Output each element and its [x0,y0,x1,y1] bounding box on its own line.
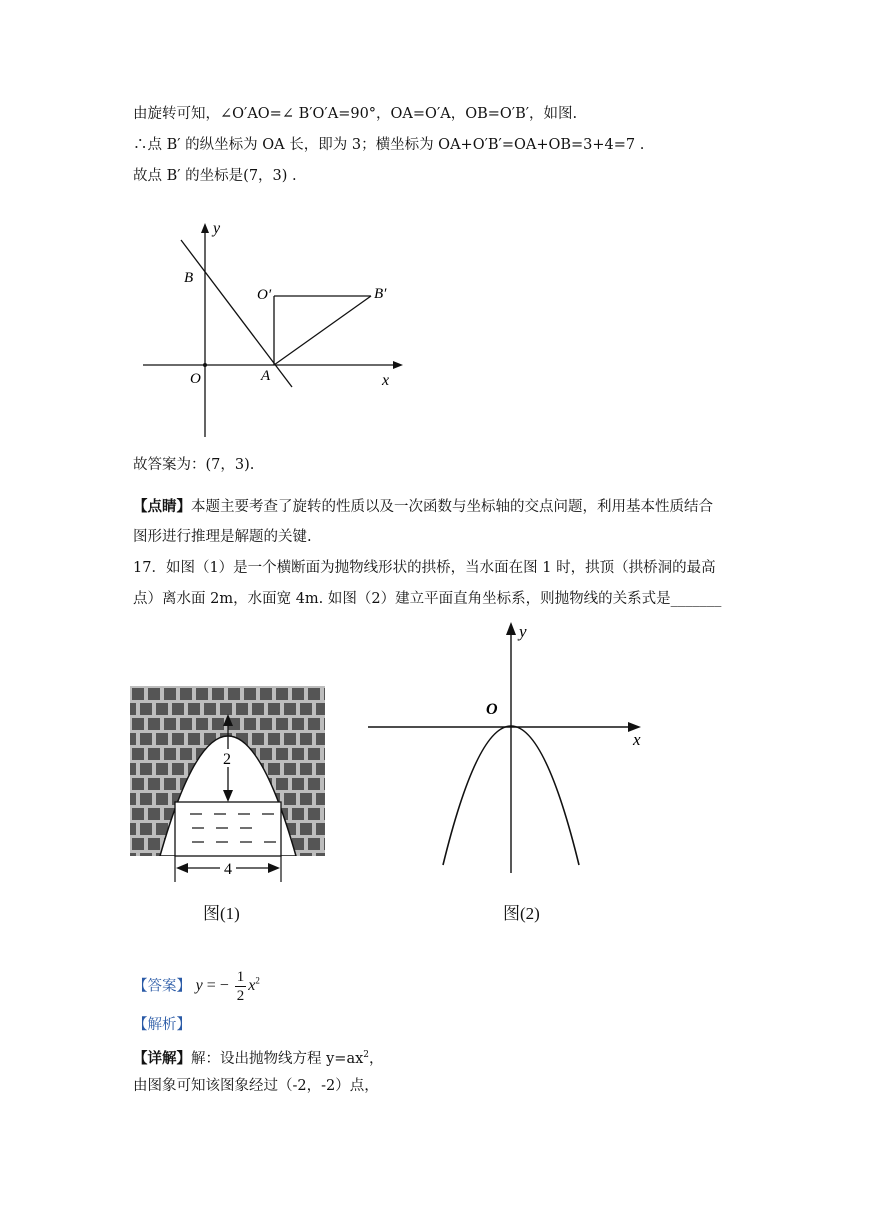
detail-exponent: 2 [363,1050,370,1060]
label-O: O [190,371,201,387]
figure-2-caption: 图(2) [503,904,540,923]
formula-x: x [248,977,256,995]
formula-fraction [235,968,247,1005]
label-y: y [519,622,527,641]
width-label: 4 [224,861,232,878]
solution-line-3: 故点 B′ 的坐标是(7，3) . [133,168,297,184]
label-O: O [486,701,498,718]
label-B-prime: B′ [374,286,387,302]
comment-body: 本题主要考查了旋转的性质以及一次函数与坐标轴的交点问题，利用基本性质结合 [191,499,713,515]
formula-equals: = − [206,977,229,995]
question-17-line-2: 点）离水面 2m，水面宽 4m. 如图（2）建立平面直角坐标系，则抛物线的关系式是_______ [133,591,722,607]
arch-bridge-figure [130,686,328,886]
comment-line [133,497,713,517]
solution-line-2: ∴点 B′ 的纵坐标为 OA 长，即为 3；横坐标为 OA+O′B′=OA+OB=3+4=7 . [133,137,645,153]
label-O-prime: O′ [257,287,272,303]
height-label: 2 [223,751,231,768]
detail-end: ， [369,1050,384,1067]
answer-formula [195,969,260,1005]
detail-line [133,1045,384,1069]
x-axis-arrow [393,361,403,369]
y-axis-arrow [201,223,209,233]
figure-1-caption: 图(1) [203,904,240,923]
answer-block [133,962,260,1005]
last-line: 由图象可知该图象经过（-2，-2）点， [133,1078,379,1094]
rotation-diagram [135,215,405,440]
y-axis-arrow [506,622,516,635]
comment-cont: 图形进行推理是解题的关键. [133,529,312,545]
label-A: A [261,368,271,384]
solution-line-1: 由旋转可知，∠O′AO=∠ B′O′A=90°，OA=O′A，OB=O′B′，如图. [133,106,578,122]
parabola-figure [365,617,650,875]
comment-tag: 【点睛】 [133,498,191,515]
question-17-line-1: 17．如图（1）是一个横断面为抛物线形状的拱桥，当水面在图 1 时，拱顶（拱桥洞的最高 [133,560,716,576]
detail-tag: 【详解】 [133,1049,191,1067]
segment-AB' [274,296,371,365]
label-x: x [633,730,641,749]
label-B: B [184,270,194,286]
answer-tag: 【答案】 [133,978,191,995]
point-O [203,363,207,367]
label-x: x [382,372,390,389]
water-box [175,802,281,856]
detail-body: 解：设出抛物线方程 y=ax [191,1050,364,1067]
formula-y: y [195,977,203,995]
fraction-denominator: 2 [236,988,245,1005]
fraction-numerator: 1 [236,969,245,986]
analysis-tag: 【解析】 [133,1017,191,1033]
answer-line: 故答案为：(7，3). [133,457,255,473]
formula-exponent: 2 [255,976,260,986]
label-y: y [213,220,221,237]
